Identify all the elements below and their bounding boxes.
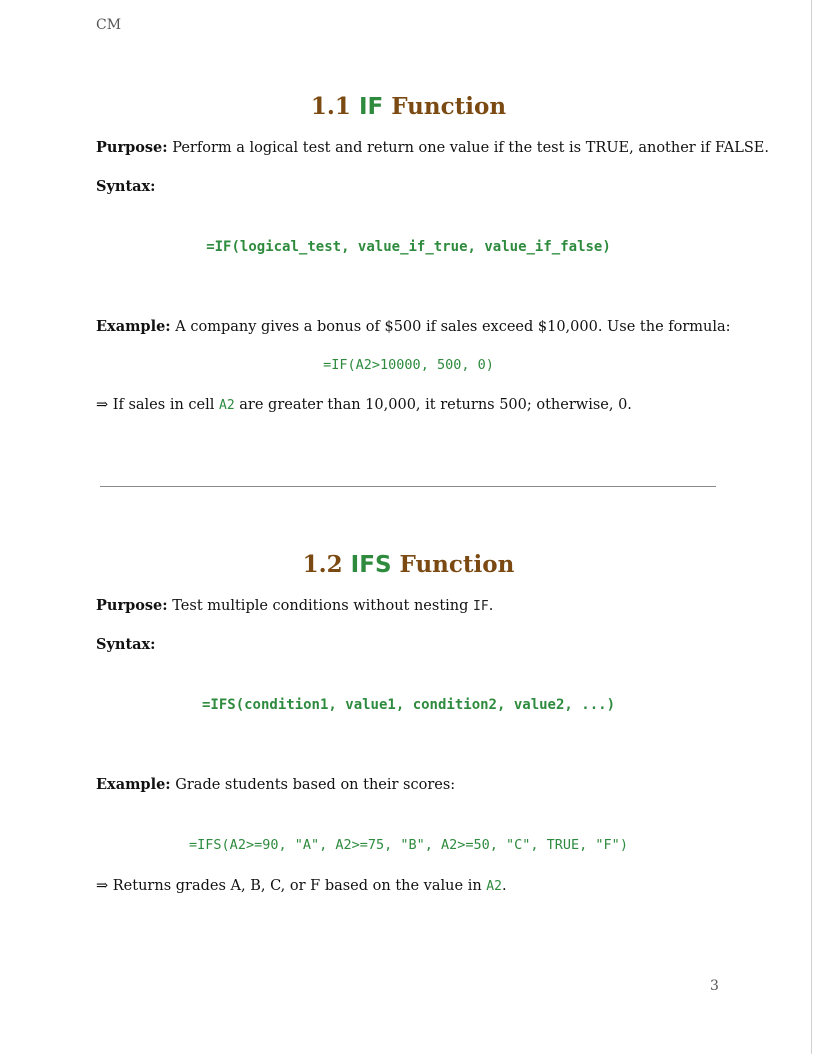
purpose-paragraph [96, 138, 769, 158]
cell-reference: A2 [219, 398, 235, 413]
syntax-label [96, 635, 156, 655]
section-divider [100, 486, 716, 487]
section-title-suffix: Function [399, 551, 515, 578]
result-paragraph [96, 876, 507, 897]
function-name: IF [358, 94, 384, 120]
example-text: A company gives a bonus of $500 if sales exceed $10,000. Use the formula: [175, 319, 731, 335]
syntax-label [96, 177, 156, 197]
purpose-text: Test multiple conditions without nesting [172, 598, 469, 614]
section-number: 1.1 [310, 93, 351, 120]
result-suffix: are greater than 10,000, it returns 500; otherwise, 0. [239, 397, 632, 413]
result-paragraph [96, 395, 632, 416]
result-prefix: ⇒ If sales in cell [96, 397, 215, 413]
section-number: 1.2 [302, 551, 343, 578]
example-label: Example: [96, 776, 171, 793]
example-formula: =IFS(A2>=90, "A", A2>=75, "B", A2>=50, "C", TRUE, "F") [189, 837, 628, 853]
example-label: Example: [96, 318, 171, 335]
example-paragraph [96, 317, 731, 337]
section-title-ifs [0, 551, 817, 578]
page-edge [811, 0, 812, 1054]
example-formula: =IF(A2>10000, 500, 0) [323, 357, 494, 373]
purpose-text: Perform a logical test and return one value if the test is TRUE, another if FALSE. [172, 140, 769, 156]
section-title-suffix: Function [391, 93, 507, 120]
section-title-if [0, 93, 817, 120]
purpose-label: Purpose: [96, 139, 168, 156]
function-name: IFS [350, 552, 392, 578]
example-text: Grade students based on their scores: [175, 777, 456, 793]
syntax-code: =IF(logical_test, value_if_true, value_if_false) [206, 239, 611, 255]
page-number: 3 [710, 978, 719, 994]
result-suffix: . [501, 878, 507, 894]
cell-reference: A2 [486, 879, 502, 894]
syntax-label-text: Syntax: [96, 636, 156, 653]
syntax-label-text: Syntax: [96, 178, 156, 195]
purpose-paragraph [96, 596, 493, 617]
running-header: CM [96, 17, 122, 33]
inline-code: IF [473, 599, 489, 614]
result-prefix: ⇒ Returns grades A, B, C, or F based on the value in [96, 878, 482, 894]
example-paragraph [96, 775, 455, 795]
purpose-end: . [488, 598, 494, 614]
syntax-code: =IFS(condition1, value1, condition2, value2, ...) [201, 697, 615, 713]
purpose-label: Purpose: [96, 597, 168, 614]
